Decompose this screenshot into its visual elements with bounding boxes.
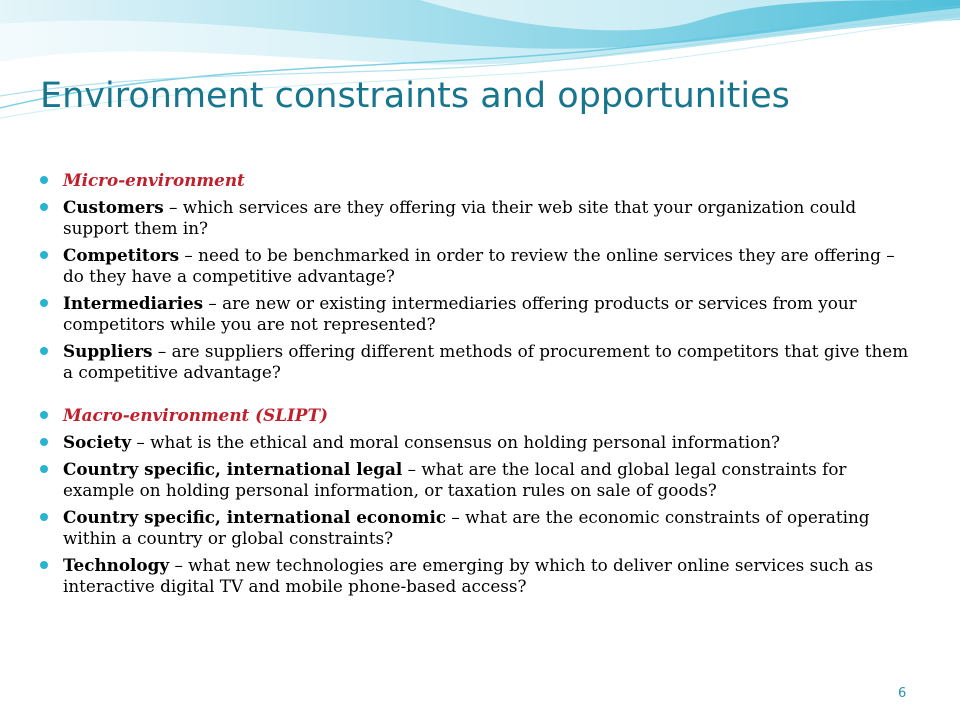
bullet-item: [40, 507, 920, 549]
bullet-item: [40, 432, 920, 453]
bullet-text: – what are the economic constraints of operating within a country or global constraints?: [63, 507, 870, 548]
bullet-term: Customers: [63, 197, 164, 217]
bullet-dot-icon: [40, 299, 48, 307]
bullet-text: – are suppliers offering different methods of procurement to competitors that give them a competitive advantage?: [63, 341, 909, 382]
bullet-dot-icon: [40, 411, 48, 419]
bullet-dot-icon: [40, 203, 48, 211]
bullet-dot-icon: [40, 176, 48, 184]
page-number: 6: [898, 686, 907, 701]
bullet-dot-icon: [40, 438, 48, 446]
bullet-term: Technology: [63, 555, 170, 575]
bullet-text: – need to be benchmarked in order to review the online services they are offering – do they have a competitive advantage?: [63, 245, 895, 286]
bullet-item: [40, 245, 920, 287]
bullet-item: [40, 555, 920, 597]
bullet-dot-icon: [40, 513, 48, 521]
bullet-list: [40, 170, 920, 603]
section-heading-text: Macro-environment (SLIPT): [63, 405, 328, 425]
bullet-text: – what new technologies are emerging by which to deliver online services such as interactive digital TV and mobile phone-based access?: [63, 555, 874, 596]
bullet-term: Suppliers: [63, 341, 153, 361]
bullet-dot-icon: [40, 251, 48, 259]
bullet-dot-icon: [40, 561, 48, 569]
section-heading-text: Micro-environment: [63, 170, 245, 190]
section-heading: [40, 170, 920, 191]
bullet-text: – what are the local and global legal constraints for example on holding personal information, or taxation rules on sale of goods?: [63, 459, 847, 500]
bullet-item: [40, 293, 920, 335]
bullet-item: [40, 197, 920, 239]
bullet-term: Competitors: [63, 245, 180, 265]
bullet-text: – which services are they offering via their web site that your organization could support them in?: [63, 197, 857, 238]
bullet-term: Society: [63, 432, 132, 452]
bullet-dot-icon: [40, 347, 48, 355]
slide-title: Environment constraints and opportunities: [40, 76, 790, 116]
section-heading: [40, 405, 920, 426]
bullet-term: Country specific, international economic: [63, 507, 447, 527]
bullet-item: [40, 341, 920, 383]
bullet-term: Intermediaries: [63, 293, 204, 313]
bullet-dot-icon: [40, 465, 48, 473]
bullet-item: [40, 459, 920, 501]
bullet-text: – are new or existing intermediaries offering products or services from your competitors while you are not represented?: [63, 293, 857, 334]
bullet-text: – what is the ethical and moral consensus on holding personal information?: [131, 432, 781, 452]
bullet-term: Country specific, international legal: [63, 459, 403, 479]
